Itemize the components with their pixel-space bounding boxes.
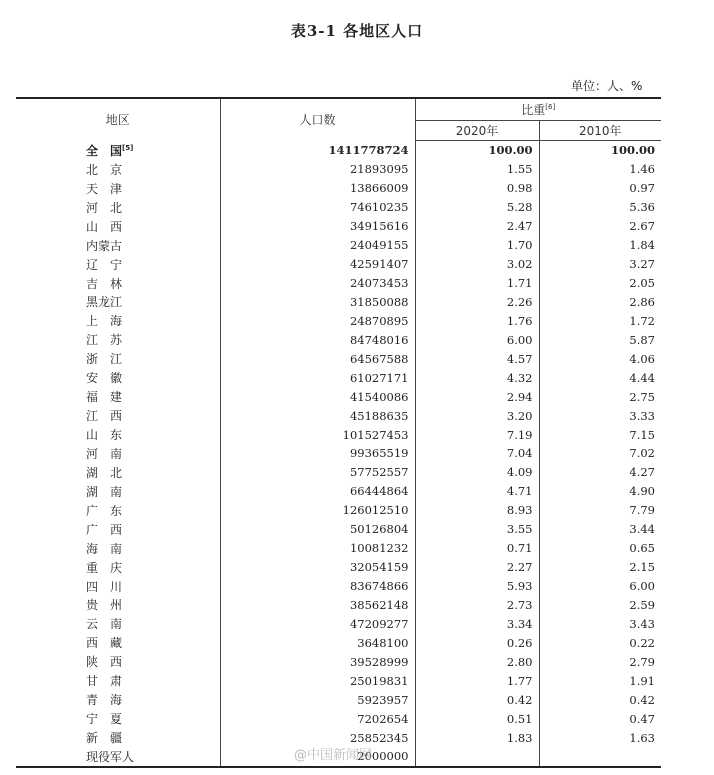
region-name: 山 西 — [16, 217, 220, 236]
population-value: 21893095 — [220, 160, 415, 179]
population-value: 32054159 — [220, 558, 415, 577]
share-2010-value: 1.84 — [629, 238, 655, 253]
share-2010-value: 0.65 — [629, 541, 655, 556]
share-2020-value: 4.71 — [415, 482, 539, 501]
share-2020-value: 3.20 — [415, 406, 539, 425]
watermark: @中国新闻网 — [294, 748, 373, 763]
table-row — [16, 387, 661, 406]
region-name: 内蒙古 — [16, 236, 220, 255]
header-year-2020: 2020年 — [415, 121, 539, 141]
population-table — [16, 97, 661, 768]
population-value: 1411778724 — [220, 141, 415, 160]
table-row — [16, 274, 661, 293]
share-2010-value: 4.27 — [629, 465, 655, 480]
table-row — [16, 539, 661, 558]
share-2010-value: 7.15 — [629, 427, 655, 442]
population-value: 61027171 — [220, 368, 415, 387]
table-row — [16, 482, 661, 501]
share-2020-value: 2.73 — [415, 596, 539, 615]
region-name: 江 苏 — [16, 330, 220, 349]
share-2020-value: 4.09 — [415, 463, 539, 482]
share-2020-value: 5.28 — [415, 198, 539, 217]
population-value: 7202654 — [220, 709, 415, 728]
population-value: 25019831 — [220, 671, 415, 690]
region-name: 山 东 — [16, 425, 220, 444]
share-2010-value: 4.44 — [629, 370, 655, 385]
region-name: 北 京 — [16, 160, 220, 179]
table-row — [16, 217, 661, 236]
share-2010-value: 7.02 — [629, 446, 655, 461]
region-name: 新 疆 — [16, 728, 220, 747]
population-value: 74610235 — [220, 198, 415, 217]
share-2020-value: 2.80 — [415, 652, 539, 671]
header-share-label: 比重 — [521, 103, 546, 117]
share-2010-value: 1.72 — [629, 313, 655, 328]
share-2020-value: 0.42 — [415, 690, 539, 709]
table-row — [16, 425, 661, 444]
share-2010-value: 2.75 — [629, 389, 655, 404]
share-2020-value: 8.93 — [415, 501, 539, 520]
share-2020-value: 0.71 — [415, 539, 539, 558]
region-name: 现役军人 — [16, 747, 220, 767]
share-2020-value: 1.71 — [415, 274, 539, 293]
population-value: 2000000 — [220, 747, 415, 767]
region-name: 辽 宁 — [16, 255, 220, 274]
share-2010-value: 1.91 — [629, 673, 655, 688]
population-value: 10081232 — [220, 539, 415, 558]
population-value: 5923957 — [220, 690, 415, 709]
table-row-national — [16, 141, 661, 160]
share-2010-value: 3.43 — [629, 616, 655, 631]
share-2010-value: 3.27 — [629, 257, 655, 272]
share-2010-value: 5.36 — [629, 200, 655, 215]
region-name: 浙 江 — [16, 349, 220, 368]
region-name: 甘 肃 — [16, 671, 220, 690]
national-note: [5] — [122, 143, 134, 152]
region-name: 黑龙江 — [16, 293, 220, 312]
share-2010-value: 2.15 — [629, 560, 655, 575]
share-2010-value: 2.86 — [629, 294, 655, 309]
table-row — [16, 501, 661, 520]
population-value: 84748016 — [220, 330, 415, 349]
share-2010-value: 100.00 — [610, 143, 655, 158]
region-name: 湖 北 — [16, 463, 220, 482]
share-2020-value: 2.94 — [415, 387, 539, 406]
table-row — [16, 444, 661, 463]
share-2020-value: 1.83 — [415, 728, 539, 747]
region-name: 陕 西 — [16, 652, 220, 671]
population-value: 45188635 — [220, 406, 415, 425]
share-2020-value — [415, 747, 539, 767]
share-2010-value: 0.22 — [629, 635, 655, 650]
table-title: 表3-1 各地区人口 — [290, 22, 424, 40]
share-2010-value: 1.46 — [629, 162, 655, 177]
population-value: 41540086 — [220, 387, 415, 406]
share-2010-value: 5.87 — [629, 332, 655, 347]
share-2010-value — [539, 747, 661, 767]
header-population: 人口数 — [220, 98, 415, 141]
share-2010-value: 3.44 — [629, 522, 655, 537]
table-row — [16, 709, 661, 728]
table-row — [16, 406, 661, 425]
share-2020-value: 1.55 — [415, 160, 539, 179]
share-2020-value: 4.32 — [415, 368, 539, 387]
share-2010-value: 1.63 — [629, 730, 655, 745]
table-row — [16, 671, 661, 690]
table-row — [16, 520, 661, 539]
region-name: 天 津 — [16, 179, 220, 198]
share-2020-value: 5.93 — [415, 577, 539, 596]
population-value: 42591407 — [220, 255, 415, 274]
population-value: 34915616 — [220, 217, 415, 236]
table-row — [16, 311, 661, 330]
population-value: 83674866 — [220, 577, 415, 596]
share-2010-value: 4.90 — [629, 484, 655, 499]
population-value: 47209277 — [220, 614, 415, 633]
table-row — [16, 558, 661, 577]
share-2010-value: 3.33 — [629, 408, 655, 423]
table-row — [16, 255, 661, 274]
table-row — [16, 596, 661, 615]
share-2020-value: 0.51 — [415, 709, 539, 728]
region-name: 上 海 — [16, 311, 220, 330]
population-value: 50126804 — [220, 520, 415, 539]
region-name: 广 西 — [16, 520, 220, 539]
share-2020-value: 2.26 — [415, 293, 539, 312]
header-region: 地区 — [16, 98, 220, 141]
population-value: 24049155 — [220, 236, 415, 255]
region-name: 西 藏 — [16, 633, 220, 652]
share-2020-value: 1.76 — [415, 311, 539, 330]
table-row — [16, 179, 661, 198]
share-2020-value: 1.77 — [415, 671, 539, 690]
share-2010-value: 0.47 — [629, 711, 655, 726]
table-row — [16, 236, 661, 255]
share-2020-value: 0.98 — [415, 179, 539, 198]
region-name: 湖 南 — [16, 482, 220, 501]
share-2010-value: 2.59 — [629, 597, 655, 612]
region-name: 河 南 — [16, 444, 220, 463]
table-row — [16, 614, 661, 633]
table-row — [16, 463, 661, 482]
share-2010-value: 2.67 — [629, 219, 655, 234]
population-value: 3648100 — [220, 633, 415, 652]
share-2020-value: 2.27 — [415, 558, 539, 577]
region-name-text: 全 国 — [86, 143, 123, 158]
region-name: 贵 州 — [16, 596, 220, 615]
region-name: 重 庆 — [16, 558, 220, 577]
region-name — [16, 141, 220, 160]
share-2020-value: 3.34 — [415, 614, 539, 633]
region-name: 宁 夏 — [16, 709, 220, 728]
population-value: 24073453 — [220, 274, 415, 293]
table-row — [16, 690, 661, 709]
share-2020-value: 3.02 — [415, 255, 539, 274]
population-value: 39528999 — [220, 652, 415, 671]
share-2010-value: 0.42 — [629, 692, 655, 707]
header-share-note: [6] — [545, 103, 556, 111]
region-name: 江 西 — [16, 406, 220, 425]
share-2020-value: 0.26 — [415, 633, 539, 652]
population-value: 24870895 — [220, 311, 415, 330]
share-2010-value: 2.05 — [629, 276, 655, 291]
population-value: 38562148 — [220, 596, 415, 615]
table-row — [16, 293, 661, 312]
region-name: 安 徽 — [16, 368, 220, 387]
region-name: 广 东 — [16, 501, 220, 520]
share-2020-value: 3.55 — [415, 520, 539, 539]
population-value: 99365519 — [220, 444, 415, 463]
share-2010-value: 0.97 — [629, 181, 655, 196]
share-2020-value: 4.57 — [415, 349, 539, 368]
table-row — [16, 349, 661, 368]
header-share — [415, 98, 661, 121]
table-row — [16, 633, 661, 652]
population-value: 66444864 — [220, 482, 415, 501]
region-name: 福 建 — [16, 387, 220, 406]
region-name: 云 南 — [16, 614, 220, 633]
population-value: 25852345 — [220, 728, 415, 747]
share-2020-value: 1.70 — [415, 236, 539, 255]
population-value: 64567588 — [220, 349, 415, 368]
region-name: 四 川 — [16, 577, 220, 596]
share-2010-value: 4.06 — [629, 351, 655, 366]
population-value: 31850088 — [220, 293, 415, 312]
population-value: 126012510 — [220, 501, 415, 520]
share-2020-value: 100.00 — [415, 141, 539, 160]
region-name: 吉 林 — [16, 274, 220, 293]
share-2010-value: 6.00 — [629, 579, 655, 594]
region-name: 青 海 — [16, 690, 220, 709]
population-value: 13866009 — [220, 179, 415, 198]
table-row — [16, 160, 661, 179]
table-row — [16, 330, 661, 349]
table-row — [16, 198, 661, 217]
table-row — [16, 368, 661, 387]
region-name: 海 南 — [16, 539, 220, 558]
header-year-2010: 2010年 — [539, 121, 661, 141]
population-value: 101527453 — [220, 425, 415, 444]
table-row — [16, 577, 661, 596]
share-2010-value: 2.79 — [629, 654, 655, 669]
share-2010-value: 7.79 — [629, 503, 655, 518]
table-row — [16, 652, 661, 671]
share-2020-value: 6.00 — [415, 330, 539, 349]
share-2020-value: 7.19 — [415, 425, 539, 444]
population-value: 57752557 — [220, 463, 415, 482]
unit-label: 单位：人、% — [571, 79, 643, 93]
region-name: 河 北 — [16, 198, 220, 217]
share-2020-value: 2.47 — [415, 217, 539, 236]
share-2020-value: 7.04 — [415, 444, 539, 463]
